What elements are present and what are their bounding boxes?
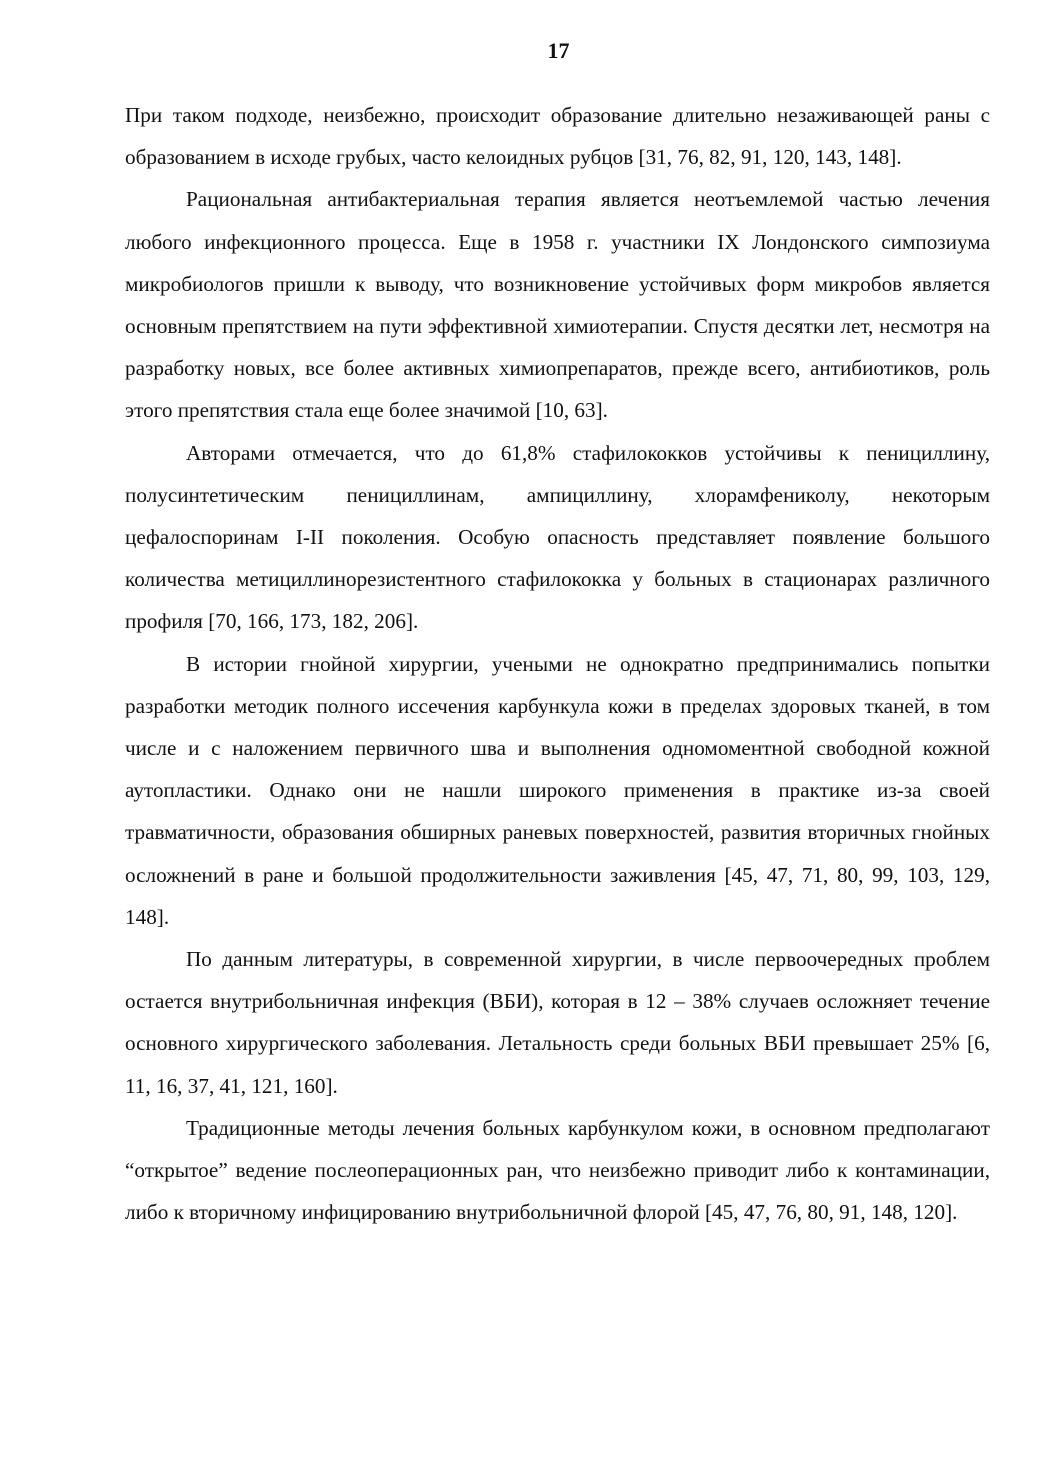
paragraph-6: Традиционные методы лечения больных карбункулом кожи, в основном предполагают “открытое” ведение послеоперационных ран, что неизбежно приводит либо к контаминации, либо к вторичному инфицированию внутрибольничной флорой [45, 47, 76, 80, 91, 148, 120]. [125, 1115, 990, 1225]
paragraph-1: При таком подходе, неизбежно, происходит образование длительно незаживающей раны с образованием в исходе грубых, часто келоидных рубцов [31, 76, 82, 91, 120, 143, 148]. [125, 103, 990, 170]
paragraph-5: По данным литературы, в современной хирургии, в числе первоочередных проблем остается внутрибольничная инфекция (ВБИ), которая в 12 – 38% случаев осложняет течение основного хирургического заболевания. Летальность среди больных ВБИ превышает 25% [6, 11, 16, 37, 41, 121, 160]. [125, 947, 990, 1098]
paragraph-3: Авторами отмечается, что до 61,8% стафилококков устойчивы к пенициллину, полусинтетическим пенициллинам, ампициллину, хлорамфениколу, некоторым цефалоспоринам I-II поколения. Особую опасность представляет появление большого количества метициллинорезистентного стафилококка у больных в стационарах различного профиля [70, 166, 173, 182, 206]. [125, 440, 990, 634]
paragraph-2: Рациональная антибактериальная терапия является неотъемлемой частью лечения любого инфекционного процесса. Еще в 1958 г. участники IX Лондонского симпозиума микробиологов пришли к выводу, что возникновение устойчивых форм микробов является основным препятствием на пути эффективной химиотерапии. Спустя десятки лет, несмотря на разработку новых, все более активных химиопрепаратов, прежде всего, антибиотиков, роль этого препятствия стала еще более значимой [10, 63]. [125, 187, 990, 423]
paragraph-4: В истории гнойной хирургии, учеными не однократно предпринимались попытки разработки методик полного иссечения карбункула кожи в пределах здоровых тканей, в том числе и с наложением первичного шва и выполнения одномоментной свободной кожной аутопластики. Однако они не нашли широкого применения в практике из-за своей травматичности, образования обширных раневых поверхностей, развития вторичных гнойных осложнений в ране и большой продолжительности заживления [45, 47, 71, 80, 99, 103, 129, 148]. [125, 651, 990, 929]
body-text [125, 94, 990, 1233]
page-number: 17 [547, 38, 570, 63]
